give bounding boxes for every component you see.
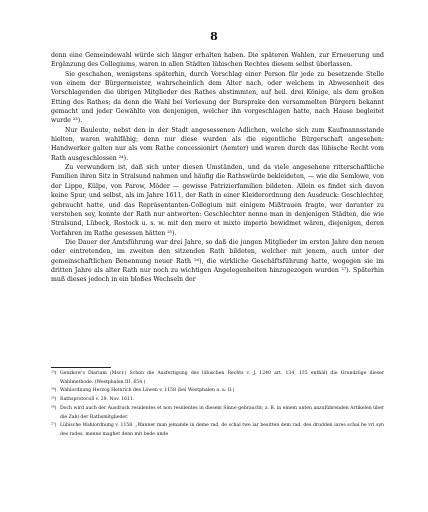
- paragraph: Zu verwundern ist, daß sich unter diesen Umständen, und da viele angesehene ritterschaftliche Familien ihren Sitz in Stralsund nahmen und häufig die Rathswürde bekleideten, — wie die Semlowe, von der Lippe, Külpe, von Parow, Möder — gewisse Patrizierfamilien bildeten. Allein es findet sich davon keine Spur, und selbst, als im Jahre 1611, der Rath in einer Kleiderordnung den Ausdruck: Geschlechter, gebraucht hatte, und das Repräsentanten-Collegium mit einigem Mißtrauen fragte, wer darunter zu verstehen sey, konnte der Rath nur antworten: Geschlechter nenne man in denjenigen Städten, die wie Stralsund, Lübeck, Rostock u. s. w. mit den mero et mixto imperio bewidmet wären, diejenigen, deren Vorfahren im Rathe gesessen hätten ²⁵).: [51, 164, 384, 237]
- footnote-number: ²⁶): [51, 405, 57, 411]
- paragraph: Sie geschahen, wenigstens späterhin, durch Vorschlag einer Person für jede zu besetzende Stelle von einem der Bürgermeister, wahrscheinlich dem Alter nach, oder welchem in Abwesenheit des Vorschlagenden die übrigen Mitglieder des Rathes abstimmten, auf heil. drei Könige, als dem großen Etting des Rathes; da denn die Wahl bei Verlesung der Bursprake den versammelten Bürgern bekannt gemacht und jeder Gewählte von denjenigen, welcher ihn vorgeschlagen hatte, nach Hause begleitet wurde ²³).: [51, 70, 384, 125]
- page-number: 8: [210, 30, 218, 43]
- footnote: [51, 370, 384, 387]
- footnote-text: Lübische Wahlordnung v. 1158. „Wanner man jemande in deme rad, de schal twe iar besitten dem rad, des drudden iares schal he vri syn des rades, menne maghet denn mit bede unde: [60, 423, 384, 437]
- footnote-text: Wahlordnung Herzog Heinrich des Löwen v. 1158 (bei Westphalen a. a. O.): [60, 388, 235, 394]
- footnote-number: ²⁵): [51, 397, 57, 403]
- paragraph: denn eine Gemeindewahl würde sich länger erhalten haben. Die späteren Wahlen, zur Erneuerung und Ergänzung des Collegiums, waren in allen Städten lübischen Rechtes diesem selbst überlassen.: [51, 52, 384, 69]
- footnote-text: Rathsprotocoll v. 29. Nov. 1611.: [60, 397, 135, 403]
- paragraph: Die Dauer der Amtsführung war drei Jahre, so daß die jungen Mitglieder im ersten Jahre den neuen oder eintretenden, im zweiten den sitzenden Rath bildeten, welcher mit jenem, auch unter der gemeinschaftlichen Benennung neuer Rath ²⁶), die wirkliche Geschäftsführung hatte, wogegen sie im dritten Jahre als alter Rath nur noch zu wichtigen Angelegenheiten hinzugezogen wurden ²⁷). Späterhin muß dieses jedoch in ein bloßes Wechseln der: [51, 238, 384, 284]
- body-text: [51, 51, 384, 285]
- paragraph: Nur Bauleute, nebst den in der Stadt angesessenen Adlichen, welche sich zum Kaufmannsstande hielten, waren wahlfähig; denn nur diese wurden als die eigentliche Bürgerschaft angesehen: Handwerker galten nur als vom Rathe concessionirt (Aemter) und waren durch das lübische Recht vom Rath ausgeschlossen ²⁴).: [51, 126, 384, 162]
- footnotes: [51, 370, 384, 440]
- footnote: [51, 396, 384, 405]
- footnote-separator: [51, 367, 111, 368]
- footnote: [51, 405, 384, 422]
- footnote: [51, 387, 384, 396]
- footnote-number: ²⁴): [51, 388, 57, 394]
- footnote-text: Genzkow's Diarium (Mscr.) Schon die Ausfertigung des lübischen Rechts v. J. 1240 art. 134, 135 enthält die Grundzüge dieser Wahlmethode. (Westphalen III. 654.): [60, 371, 384, 385]
- footnote-number: ²⁷): [51, 423, 57, 429]
- footnote-number: ²³): [51, 371, 57, 376]
- footnote: [51, 422, 384, 439]
- footnote-text: Doch wird auch der Ausdruck residentes et non residentes in diesem Sinne gebraucht; z. B. in einem unten anzuführenden Artikelen über die Zahl der Rathsmitglieder.: [60, 405, 384, 420]
